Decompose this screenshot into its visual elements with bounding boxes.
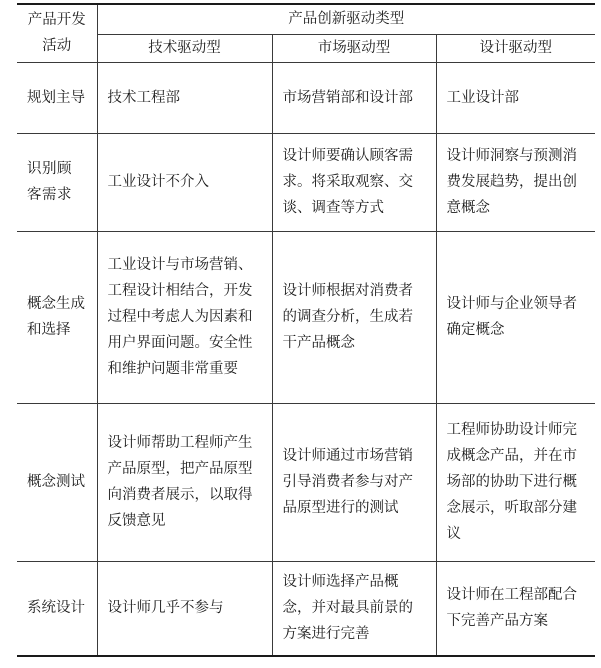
design-driven-cell: 工业设计部: [436, 62, 595, 133]
header-row-group: [17, 4, 595, 34]
tech-driven-cell: 工业设计不介入: [97, 133, 272, 231]
activity-cell: 系统设计: [17, 561, 97, 656]
tech-driven-cell: 技术工程部: [97, 62, 272, 133]
activity-cell: 规划主导: [17, 62, 97, 133]
design-driven-cell: 设计师在工程部配合下完善产品方案: [436, 561, 595, 656]
table-row: [17, 62, 595, 133]
market-driven-cell: 设计师选择产品概念，并对最具前景的方案进行完善: [272, 561, 436, 656]
activity-cell: 概念测试: [17, 403, 97, 561]
tech-driven-cell: 工业设计与市场营销、工程设计相结合，开发过程中考虑人为因素和用户界面问题。安全性和维护问题非常重要: [97, 231, 272, 403]
market-driven-cell: 市场营销部和设计部: [272, 62, 436, 133]
column-header-tech: 技术驱动型: [97, 34, 272, 62]
tech-driven-cell: 设计师几乎不参与: [97, 561, 272, 656]
table-row: [17, 133, 595, 231]
innovation-types-table: [17, 3, 595, 657]
group-header-cell: 产品创新驱动类型: [97, 4, 595, 34]
activity-cell: 概念生成和选择: [17, 231, 97, 403]
column-header-design: 设计驱动型: [436, 34, 595, 62]
design-driven-cell: 设计师与企业领导者确定概念: [436, 231, 595, 403]
column-header-market: 市场驱动型: [272, 34, 436, 62]
header-row-columns: [17, 34, 595, 62]
corner-header-cell: 产品开发活动: [17, 4, 97, 62]
market-driven-cell: 设计师要确认顾客需求。将采取观察、交谈、调查等方式: [272, 133, 436, 231]
design-driven-cell: 工程师协助设计师完成概念产品，并在市场部的协助下进行概念展示，听取部分建议: [436, 403, 595, 561]
market-driven-cell: 设计师根据对消费者的调查分析，生成若干产品概念: [272, 231, 436, 403]
design-driven-cell: 设计师洞察与预测消费发展趋势，提出创意概念: [436, 133, 595, 231]
table-row: [17, 561, 595, 656]
tech-driven-cell: 设计师帮助工程师产生产品原型，把产品原型向消费者展示，以取得反馈意见: [97, 403, 272, 561]
market-driven-cell: 设计师通过市场营销引导消费者参与对产品原型进行的测试: [272, 403, 436, 561]
table-row: [17, 231, 595, 403]
activity-cell: 识别顾客需求: [17, 133, 97, 231]
table-row: [17, 403, 595, 561]
